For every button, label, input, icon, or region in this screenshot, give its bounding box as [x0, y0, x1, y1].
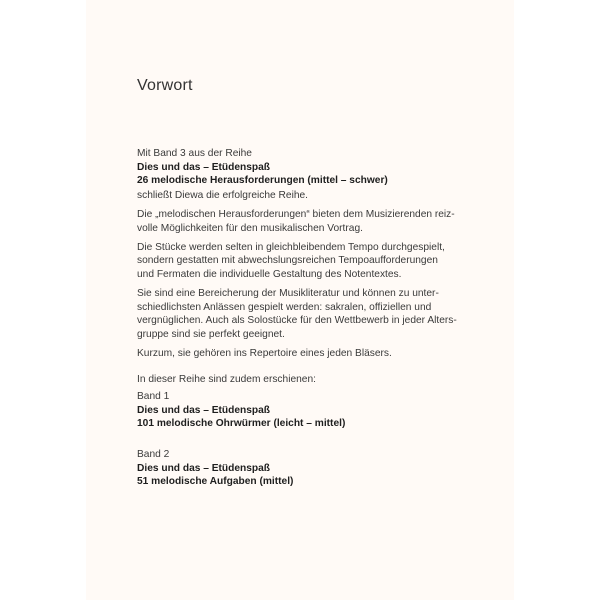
intro-series-title: Dies und das – Etüdenspaß [137, 162, 271, 173]
volume-band-label: Band 2 [137, 449, 170, 460]
paragraph-line: Kurzum, sie gehören ins Repertoire eines jeden Bläsers. [137, 348, 392, 359]
paragraph-line: und Fermaten die individuelle Gestaltung des Notentextes. [137, 269, 402, 280]
volume-series-title: Dies und das – Etüdenspaß [137, 463, 271, 474]
volume-subtitle: 51 melodische Aufgaben (mittel) [137, 476, 294, 487]
paragraph-line: Die „melodischen Herausforderungen“ bieten dem Musizierenden reiz- [137, 209, 455, 220]
intro-volume-subtitle: 26 melodische Herausforderungen (mittel – schwer) [137, 175, 388, 186]
paragraph-line: Die Stücke werden selten in gleichbleibendem Tempo durchgespielt, [137, 242, 445, 253]
paragraph-line: Sie sind eine Bereicherung der Musikliteratur und können zu unter- [137, 288, 439, 299]
paragraph-line: vergnüglichen. Auch als Solostücke für den Wettbewerb in jeder Alters- [137, 315, 457, 326]
intro-lead: Mit Band 3 aus der Reihe [137, 148, 252, 159]
paragraph-line: gruppe sind sie perfekt geeignet. [137, 329, 285, 340]
page-title: Vorwort [137, 77, 193, 94]
paragraph-line: volle Möglichkeiten für den musikalischen Vortrag. [137, 223, 363, 234]
paragraph-line: sondern gestatten mit abwechslungsreichen Tempoaufforderungen [137, 255, 438, 266]
volume-series-title: Dies und das – Etüdenspaß [137, 405, 271, 416]
also-published-heading: In dieser Reihe sind zudem erschienen: [137, 374, 316, 385]
intro-closing: schließt Diewa die erfolgreiche Reihe. [137, 190, 309, 201]
volume-subtitle: 101 melodische Ohrwürmer (leicht – mittel) [137, 418, 346, 429]
paragraph-line: schiedlichsten Anlässen gespielt werden: sakralen, offiziellen und [137, 302, 432, 313]
volume-band-label: Band 1 [137, 391, 170, 402]
document-page [86, 0, 514, 600]
